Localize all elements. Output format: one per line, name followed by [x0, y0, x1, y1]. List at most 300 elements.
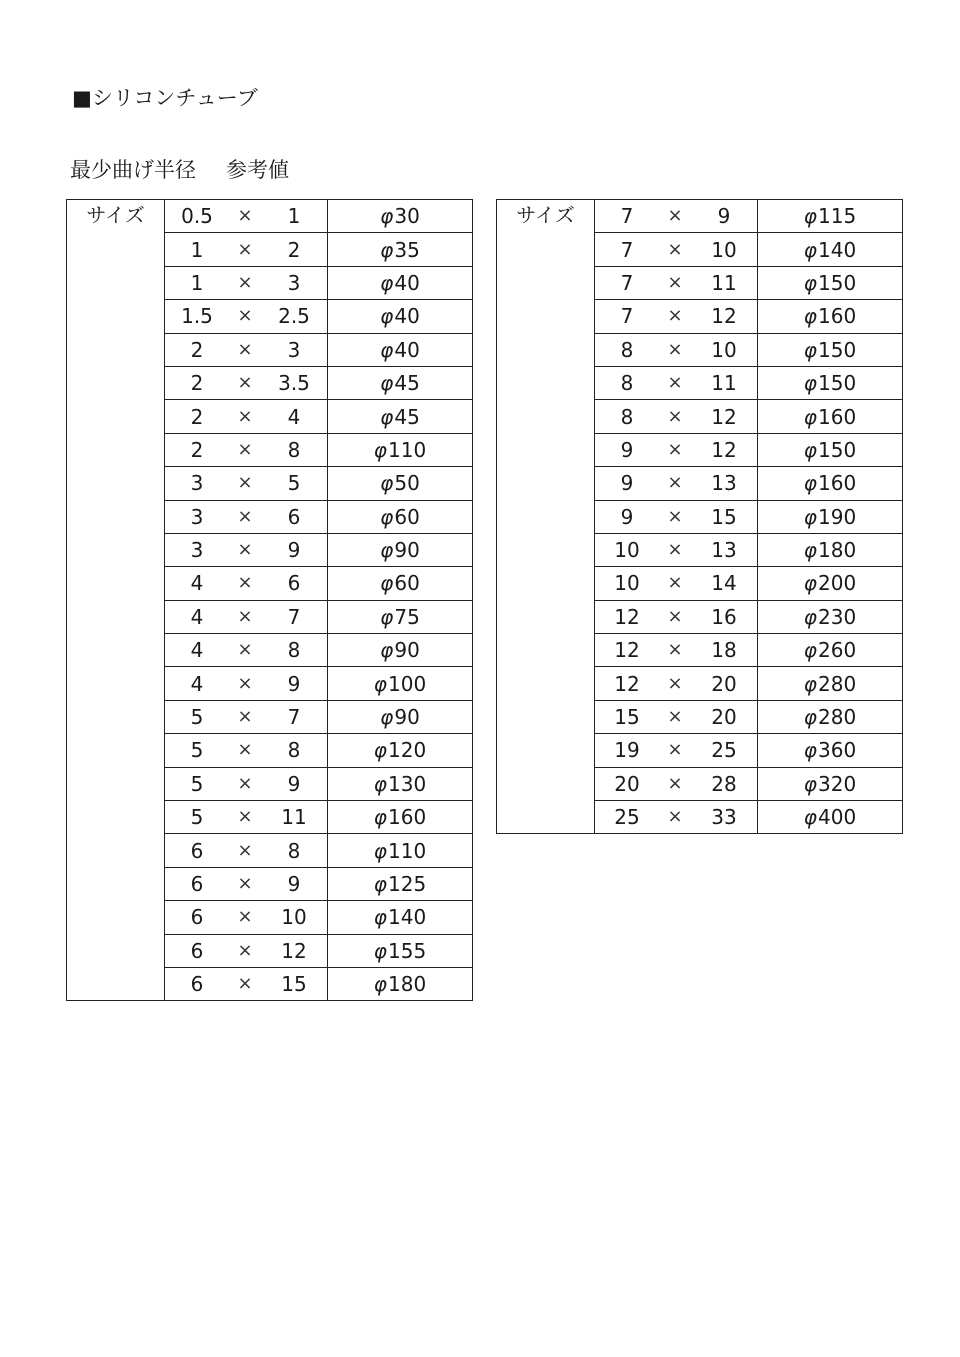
inner-diameter: 19	[614, 738, 640, 763]
dimension-wrap	[165, 634, 327, 666]
times-sign: ×	[237, 906, 253, 928]
bend-radius-value: 100	[388, 671, 427, 696]
outer-diameter: 8	[287, 738, 301, 763]
outer-diameter: 12	[281, 938, 307, 963]
outer-diameter: 20	[711, 705, 737, 730]
dimension-wrap	[165, 434, 327, 466]
outer-diameter: 25	[711, 738, 737, 763]
phi-symbol: φ	[380, 204, 394, 229]
dimension-wrap	[165, 501, 327, 533]
phi-symbol: φ	[373, 437, 387, 462]
outer-diameter: 2	[287, 237, 301, 262]
times-sign: ×	[237, 405, 253, 427]
times-sign: ×	[237, 639, 253, 661]
inner-diameter: 7	[620, 204, 634, 229]
bend-radius-value: 180	[388, 972, 427, 997]
bend-radius-cell	[328, 400, 473, 433]
inner-diameter: 2	[190, 371, 204, 396]
dimension-wrap	[165, 334, 327, 366]
phi-symbol: φ	[803, 304, 817, 329]
size-table-left	[66, 199, 473, 1001]
outer-diameter: 12	[711, 437, 737, 462]
bend-radius-cell	[758, 366, 903, 399]
inner-diameter: 8	[620, 371, 634, 396]
dimension-wrap	[165, 267, 327, 299]
phi-symbol: φ	[380, 304, 394, 329]
dimension-cell	[595, 600, 758, 633]
times-sign: ×	[237, 238, 253, 260]
times-sign: ×	[237, 973, 253, 995]
bend-radius-cell	[328, 366, 473, 399]
times-sign: ×	[667, 806, 683, 828]
inner-diameter: 9	[620, 504, 634, 529]
outer-diameter: 3	[287, 337, 301, 362]
dimension-wrap	[165, 400, 327, 432]
phi-symbol: φ	[380, 337, 394, 362]
inner-diameter: 7	[620, 270, 634, 295]
inner-diameter: 2	[190, 437, 204, 462]
outer-diameter: 9	[717, 204, 731, 229]
subheading-title: 最少曲げ半径	[70, 158, 196, 182]
times-sign: ×	[667, 472, 683, 494]
bend-radius-value: 140	[818, 237, 857, 262]
dimension-wrap	[165, 567, 327, 599]
bend-radius-cell	[758, 433, 903, 466]
dimension-cell	[165, 801, 328, 834]
dimension-wrap	[595, 233, 757, 265]
times-sign: ×	[237, 672, 253, 694]
bend-radius-value: 110	[388, 838, 427, 863]
inner-diameter: 12	[614, 671, 640, 696]
dimension-wrap	[165, 367, 327, 399]
bend-radius-cell	[758, 734, 903, 767]
dimension-cell	[165, 300, 328, 333]
outer-diameter: 13	[711, 471, 737, 496]
outer-diameter: 20	[711, 671, 737, 696]
dimension-wrap	[165, 200, 327, 232]
outer-diameter: 10	[711, 237, 737, 262]
times-sign: ×	[667, 539, 683, 561]
bend-radius-cell	[758, 266, 903, 299]
dimension-wrap	[595, 367, 757, 399]
inner-diameter: 10	[614, 571, 640, 596]
times-sign: ×	[667, 305, 683, 327]
phi-symbol: φ	[803, 404, 817, 429]
document-subheading	[70, 156, 289, 184]
bend-radius-cell	[328, 767, 473, 800]
dimension-cell	[165, 834, 328, 867]
dimension-cell	[595, 533, 758, 566]
outer-diameter: 18	[711, 638, 737, 663]
bend-radius-cell	[328, 634, 473, 667]
dimension-cell	[595, 233, 758, 266]
dimension-wrap	[595, 734, 757, 766]
times-sign: ×	[237, 806, 253, 828]
bend-radius-value: 90	[394, 638, 420, 663]
phi-symbol: φ	[380, 638, 394, 663]
times-sign: ×	[237, 539, 253, 561]
times-sign: ×	[667, 405, 683, 427]
outer-diameter: 7	[287, 705, 301, 730]
bend-radius-cell	[328, 266, 473, 299]
phi-symbol: φ	[380, 705, 394, 730]
bend-radius-cell	[758, 467, 903, 500]
inner-diameter: 12	[614, 604, 640, 629]
bend-radius-cell	[328, 433, 473, 466]
phi-symbol: φ	[380, 371, 394, 396]
bend-radius-value: 360	[818, 738, 857, 763]
dimension-cell	[165, 867, 328, 900]
bend-radius-value: 180	[818, 538, 857, 563]
dimension-wrap	[165, 901, 327, 933]
outer-diameter: 15	[281, 972, 307, 997]
outer-diameter: 10	[281, 905, 307, 930]
dimension-wrap	[595, 634, 757, 666]
size-label-cell: サイズ	[497, 200, 595, 834]
times-sign: ×	[667, 205, 683, 227]
outer-diameter: 9	[287, 671, 301, 696]
bend-radius-value: 160	[818, 404, 857, 429]
outer-diameter: 9	[287, 872, 301, 896]
inner-diameter: 15	[614, 705, 640, 730]
bend-radius-cell	[328, 967, 473, 1000]
bend-radius-value: 160	[818, 304, 857, 329]
bend-radius-value: 160	[388, 805, 427, 830]
bend-radius-value: 75	[394, 604, 420, 629]
inner-diameter: 4	[190, 671, 204, 696]
dimension-cell	[165, 967, 328, 1000]
outer-diameter: 14	[711, 571, 737, 596]
dimension-cell	[165, 433, 328, 466]
dimension-cell	[595, 333, 758, 366]
bend-radius-value: 160	[818, 471, 857, 496]
inner-diameter: 5	[190, 771, 204, 796]
dimension-cell	[165, 567, 328, 600]
phi-symbol: φ	[803, 437, 817, 462]
dimension-cell	[165, 600, 328, 633]
dimension-wrap	[595, 467, 757, 499]
dimension-cell	[595, 801, 758, 834]
inner-diameter: 9	[620, 437, 634, 462]
bend-radius-value: 90	[394, 538, 420, 563]
inner-diameter: 9	[620, 471, 634, 496]
phi-symbol: φ	[803, 504, 817, 529]
dimension-cell	[165, 266, 328, 299]
inner-diameter: 12	[614, 638, 640, 663]
phi-symbol: φ	[373, 838, 387, 863]
times-sign: ×	[667, 238, 683, 260]
phi-symbol: φ	[803, 571, 817, 596]
bend-radius-value: 155	[388, 938, 427, 963]
times-sign: ×	[237, 271, 253, 293]
dimension-wrap	[595, 667, 757, 699]
bend-radius-cell	[758, 667, 903, 700]
bend-radius-cell	[758, 600, 903, 633]
dimension-wrap	[595, 501, 757, 533]
dimension-cell	[595, 567, 758, 600]
outer-diameter: 5	[287, 471, 301, 496]
outer-diameter: 11	[711, 270, 737, 295]
phi-symbol: φ	[380, 504, 394, 529]
table-row	[497, 200, 903, 233]
times-sign: ×	[237, 372, 253, 394]
inner-diameter: 1	[190, 237, 204, 262]
dimension-cell	[165, 734, 328, 767]
outer-diameter: 6	[287, 571, 301, 596]
bend-radius-value: 150	[818, 270, 857, 295]
dimension-cell	[595, 266, 758, 299]
phi-symbol: φ	[373, 738, 387, 763]
dimension-cell	[595, 767, 758, 800]
dimension-cell	[595, 200, 758, 233]
dimension-wrap	[165, 667, 327, 699]
phi-symbol: φ	[373, 938, 387, 963]
phi-symbol: φ	[803, 805, 817, 830]
inner-diameter: 25	[614, 805, 640, 830]
phi-symbol: φ	[803, 538, 817, 563]
bend-radius-cell	[758, 500, 903, 533]
outer-diameter: 8	[287, 437, 301, 462]
dimension-wrap	[165, 601, 327, 633]
dimension-wrap	[165, 768, 327, 800]
inner-diameter: 3	[190, 471, 204, 496]
bend-radius-cell	[328, 200, 473, 233]
phi-symbol: φ	[380, 270, 394, 295]
dimension-cell	[595, 634, 758, 667]
bend-radius-value: 140	[388, 905, 427, 930]
outer-diameter: 7	[287, 604, 301, 629]
size-label-cell: サイズ	[67, 200, 165, 1001]
times-sign: ×	[237, 873, 253, 894]
bend-radius-value: 40	[394, 304, 420, 329]
times-sign: ×	[667, 605, 683, 627]
dimension-cell	[165, 467, 328, 500]
bend-radius-cell	[328, 300, 473, 333]
times-sign: ×	[237, 305, 253, 327]
outer-diameter: 16	[711, 604, 737, 629]
phi-symbol: φ	[803, 604, 817, 629]
inner-diameter: 1	[190, 270, 204, 295]
inner-diameter: 6	[190, 938, 204, 963]
outer-diameter: 1	[287, 204, 301, 229]
inner-diameter: 6	[190, 972, 204, 997]
bend-radius-value: 130	[388, 771, 427, 796]
phi-symbol: φ	[380, 538, 394, 563]
inner-diameter: 6	[190, 905, 204, 930]
dimension-wrap	[165, 233, 327, 265]
inner-diameter: 5	[190, 705, 204, 730]
bend-radius-cell	[328, 734, 473, 767]
bend-radius-cell	[328, 901, 473, 934]
dimension-cell	[595, 433, 758, 466]
phi-symbol: φ	[803, 204, 817, 229]
dimension-cell	[165, 934, 328, 967]
bend-radius-value: 260	[818, 638, 857, 663]
outer-diameter: 8	[287, 638, 301, 663]
times-sign: ×	[667, 572, 683, 594]
inner-diameter: 4	[190, 604, 204, 629]
bend-radius-cell	[328, 567, 473, 600]
dimension-wrap	[165, 801, 327, 833]
outer-diameter: 4	[287, 404, 301, 429]
times-sign: ×	[667, 772, 683, 794]
times-sign: ×	[237, 505, 253, 527]
outer-diameter: 10	[711, 337, 737, 362]
inner-diameter: 5	[190, 805, 204, 830]
dimension-wrap	[165, 834, 327, 866]
dimension-wrap	[165, 701, 327, 733]
dimension-wrap	[165, 935, 327, 967]
phi-symbol: φ	[373, 972, 387, 997]
dimension-wrap	[595, 567, 757, 599]
table-row	[67, 200, 473, 233]
phi-symbol: φ	[380, 471, 394, 496]
inner-diameter: 7	[620, 304, 634, 329]
bend-radius-cell	[758, 300, 903, 333]
bend-radius-value: 280	[818, 705, 857, 730]
phi-symbol: φ	[803, 705, 817, 730]
bend-radius-value: 400	[818, 805, 857, 830]
times-sign: ×	[237, 939, 253, 961]
bend-radius-value: 230	[818, 604, 857, 629]
bend-radius-cell	[328, 934, 473, 967]
times-sign: ×	[237, 772, 253, 794]
outer-diameter: 33	[711, 805, 737, 830]
times-sign: ×	[237, 605, 253, 627]
phi-symbol: φ	[803, 337, 817, 362]
inner-diameter: 3	[190, 504, 204, 529]
outer-diameter: 8	[287, 838, 301, 863]
dimension-cell	[165, 400, 328, 433]
bend-radius-cell	[758, 400, 903, 433]
bend-radius-value: 125	[388, 872, 427, 896]
times-sign: ×	[237, 572, 253, 594]
phi-symbol: φ	[373, 805, 387, 830]
bend-radius-cell	[328, 600, 473, 633]
dimension-cell	[595, 700, 758, 733]
bend-radius-cell	[328, 667, 473, 700]
dimension-cell	[165, 366, 328, 399]
phi-symbol: φ	[803, 371, 817, 396]
dimension-cell	[595, 366, 758, 399]
bend-radius-cell	[758, 801, 903, 834]
times-sign: ×	[237, 739, 253, 761]
dimension-wrap	[595, 200, 757, 232]
times-sign: ×	[667, 639, 683, 661]
dimension-cell	[165, 700, 328, 733]
bend-radius-value: 120	[388, 738, 427, 763]
inner-diameter: 3	[190, 538, 204, 563]
inner-diameter: 2	[190, 404, 204, 429]
bend-radius-cell	[758, 200, 903, 233]
bend-radius-value: 280	[818, 671, 857, 696]
phi-symbol: φ	[373, 771, 387, 796]
size-table-right	[496, 199, 903, 834]
outer-diameter: 3.5	[278, 371, 310, 396]
outer-diameter: 13	[711, 538, 737, 563]
bend-radius-cell	[328, 333, 473, 366]
bend-radius-value: 90	[394, 705, 420, 730]
bend-radius-cell	[328, 467, 473, 500]
bend-radius-value: 45	[394, 404, 420, 429]
dimension-wrap	[165, 467, 327, 499]
dimension-wrap	[595, 334, 757, 366]
dimension-cell	[165, 500, 328, 533]
phi-symbol: φ	[803, 771, 817, 796]
times-sign: ×	[667, 706, 683, 728]
bend-radius-value: 150	[818, 437, 857, 462]
bend-radius-value: 150	[818, 371, 857, 396]
dimension-wrap	[595, 534, 757, 566]
inner-diameter: 8	[620, 404, 634, 429]
times-sign: ×	[667, 739, 683, 761]
bend-radius-value: 320	[818, 771, 857, 796]
phi-symbol: φ	[380, 571, 394, 596]
bend-radius-cell	[328, 700, 473, 733]
dimension-cell	[595, 500, 758, 533]
outer-diameter: 3	[287, 270, 301, 295]
inner-diameter: 8	[620, 337, 634, 362]
times-sign: ×	[237, 706, 253, 728]
bend-radius-cell	[758, 567, 903, 600]
outer-diameter: 12	[711, 304, 737, 329]
outer-diameter: 6	[287, 504, 301, 529]
outer-diameter: 9	[287, 538, 301, 563]
phi-symbol: φ	[803, 237, 817, 262]
bend-radius-value: 45	[394, 371, 420, 396]
phi-symbol: φ	[803, 270, 817, 295]
bend-radius-cell	[328, 533, 473, 566]
bend-radius-value: 30	[394, 204, 420, 229]
outer-diameter: 2.5	[278, 304, 310, 329]
dimension-wrap	[165, 300, 327, 332]
dimension-cell	[595, 467, 758, 500]
dimension-cell	[165, 533, 328, 566]
bend-radius-cell	[328, 867, 473, 900]
bend-radius-value: 200	[818, 571, 857, 596]
bend-radius-value: 110	[388, 437, 427, 462]
inner-diameter: 4	[190, 638, 204, 663]
dimension-wrap	[165, 734, 327, 766]
inner-diameter: 6	[190, 872, 204, 896]
bend-radius-cell	[328, 500, 473, 533]
document-heading: ■シリコンチューブ	[72, 86, 258, 110]
bend-radius-cell	[328, 233, 473, 266]
dimension-cell	[165, 634, 328, 667]
bend-radius-value: 35	[394, 237, 420, 262]
phi-symbol: φ	[380, 237, 394, 262]
dimension-wrap	[595, 801, 757, 833]
dimension-wrap	[595, 601, 757, 633]
dimension-wrap	[595, 300, 757, 332]
outer-diameter: 12	[711, 404, 737, 429]
bend-radius-cell	[758, 767, 903, 800]
times-sign: ×	[667, 505, 683, 527]
outer-diameter: 15	[711, 504, 737, 529]
dimension-wrap	[595, 701, 757, 733]
bend-radius-value: 50	[394, 471, 420, 496]
dimension-wrap	[595, 267, 757, 299]
phi-symbol: φ	[373, 671, 387, 696]
dimension-cell	[595, 734, 758, 767]
inner-diameter: 4	[190, 571, 204, 596]
phi-symbol: φ	[803, 671, 817, 696]
times-sign: ×	[237, 438, 253, 460]
bend-radius-cell	[758, 634, 903, 667]
inner-diameter: 5	[190, 738, 204, 763]
outer-diameter: 11	[711, 371, 737, 396]
bend-radius-cell	[758, 233, 903, 266]
